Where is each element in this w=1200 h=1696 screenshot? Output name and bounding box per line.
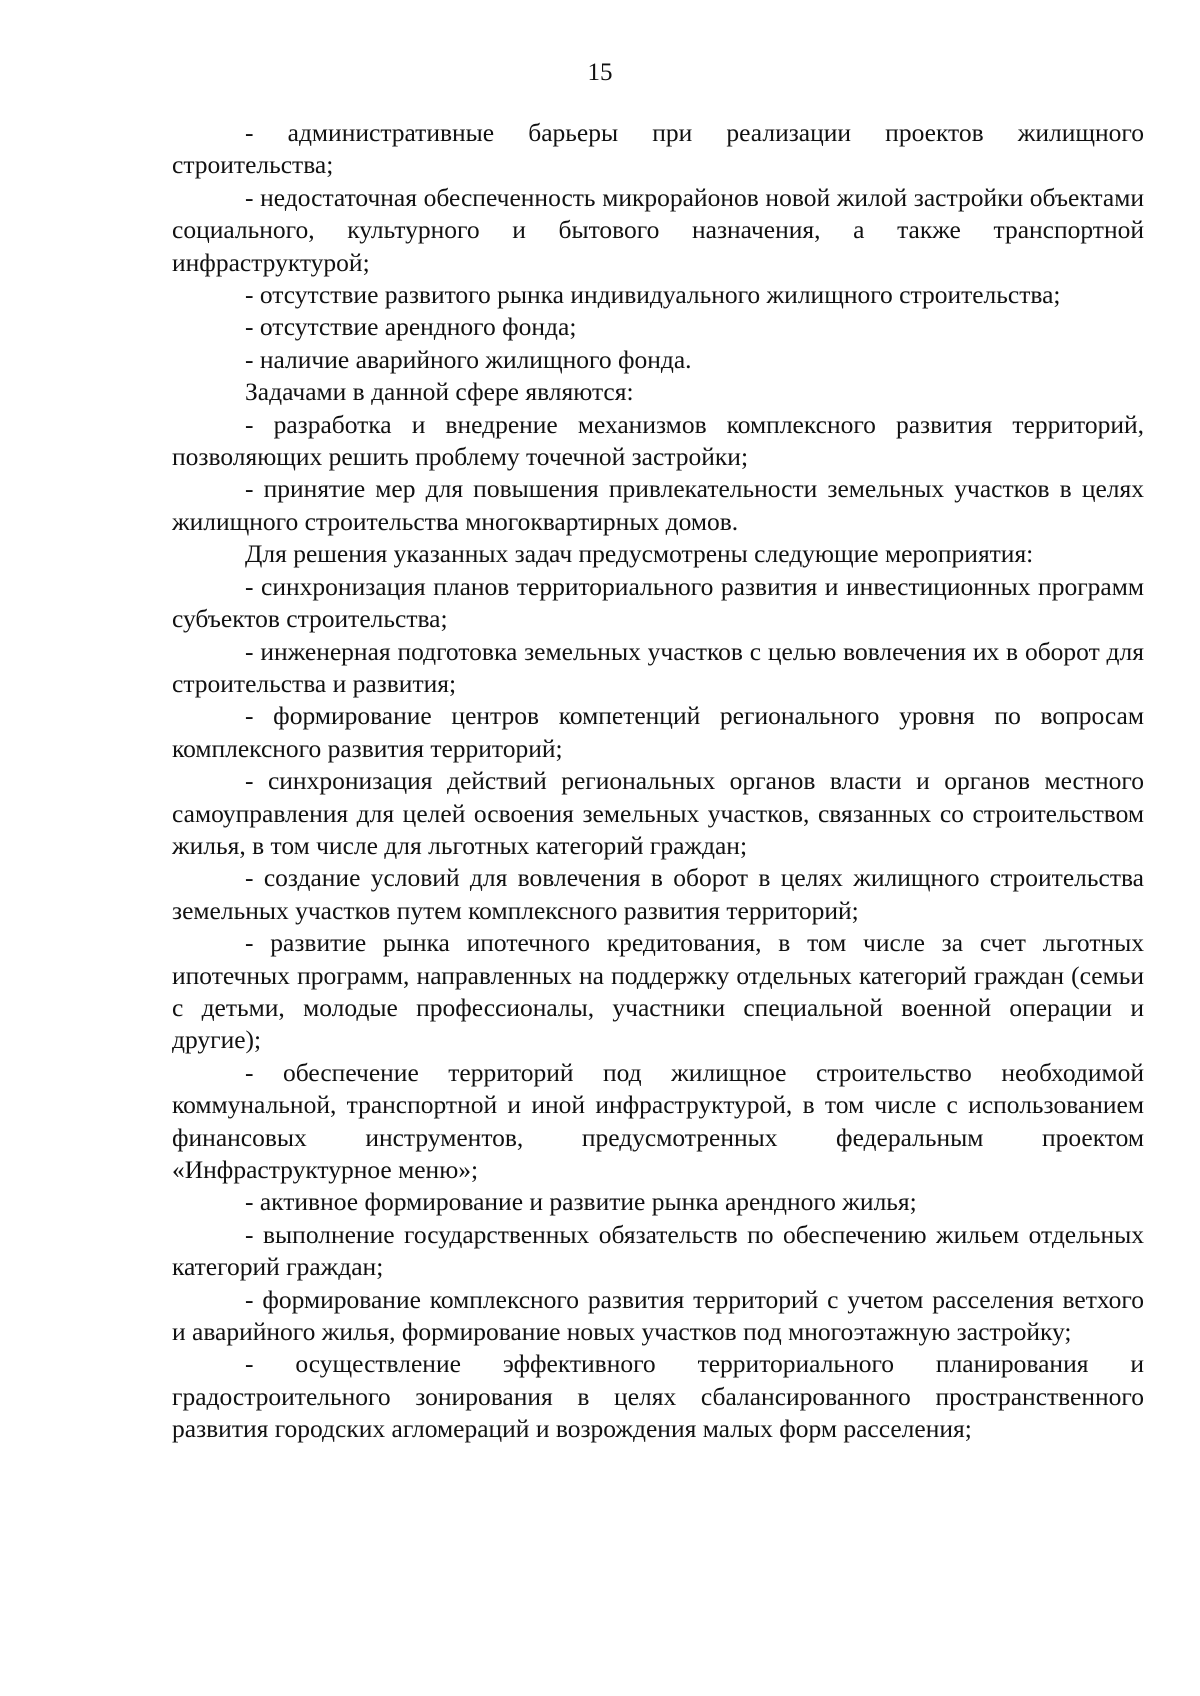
paragraph-measure-sync-plans: - синхронизация планов территориального развития и инвестиционных программ субъектов строительства; xyxy=(172,571,1144,634)
paragraph-measure-resettlement: - формирование комплексного развития территорий с учетом расселения ветхого и аварийного жилья, формирование новых участков под многоэтажную застройку; xyxy=(172,1284,1144,1347)
paragraph-measure-rental-market: - активное формирование и развитие рынка арендного жилья; xyxy=(245,1187,917,1217)
paragraph-measure-mortgage: - развитие рынка ипотечного кредитования, в том числе за счет льготных ипотечных программ, направленных на поддержку отдельных категорий граждан (семьи с детьми, молодые профессионалы, участники специальной военной операции и другие); xyxy=(172,928,1144,1055)
paragraph-administrative-barriers: - административные барьеры при реализации проектов жилищного строительства; xyxy=(172,118,1144,180)
paragraph-measure-sync-authorities: - синхронизация действий региональных органов власти и органов местного самоуправления для целей освоения земельных участков, связанных со строительством жилья, в том числе для льготных категорий граждан; xyxy=(172,766,1144,860)
paragraph-measure-competence-centers: - формирование центров компетенций регионального уровня по вопросам комплексного развития территорий; xyxy=(172,701,1144,763)
paragraph-measure-territorial-planning: - осуществление эффективного территориального планирования и градостроительного зонирования в целях сбалансированного пространственного развития городских агломераций и возрождения малых форм расселения; xyxy=(172,1349,1144,1444)
page-number: 15 xyxy=(587,59,613,86)
document-body xyxy=(172,117,1144,1446)
paragraph-measure-engineering-prep: - инженерная подготовка земельных участков с целью вовлечения их в оборот для строительства и развития; xyxy=(172,636,1144,698)
paragraph-tasks-intro: Задачами в данной сфере являются: xyxy=(245,377,634,407)
paragraph-no-individual-housing-market: - отсутствие развитого рынка индивидуального жилищного строительства; xyxy=(245,280,1061,310)
paragraph-measure-infrastructure: - обеспечение территорий под жилищное строительство необходимой коммунальной, транспортной и иной инфраструктурой, в том числе с использованием финансовых инструментов, предусмотренных федеральным проектом «Инфраструктурное меню»; xyxy=(172,1057,1144,1184)
paragraph-emergency-housing: - наличие аварийного жилищного фонда. xyxy=(245,344,692,374)
paragraph-insufficient-infrastructure: - недостаточная обеспеченность микрорайонов новой жилой застройки объектами социального, культурного и бытового назначения, а также транспортной инфраструктурой; xyxy=(172,182,1144,277)
paragraph-measure-land-circulation: - создание условий для вовлечения в оборот в целях жилищного строительства земельных участков путем комплексного развития территорий; xyxy=(172,863,1144,925)
paragraph-no-rental-fund: - отсутствие арендного фонда; xyxy=(245,312,577,342)
paragraph-measures-intro: Для решения указанных задач предусмотрены следующие мероприятия: xyxy=(245,539,1034,569)
paragraph-task-integrated-development: - разработка и внедрение механизмов комплексного развития территорий, позволяющих решить проблему точечной застройки; xyxy=(172,409,1144,472)
paragraph-task-land-attractiveness: - принятие мер для повышения привлекательности земельных участков в целях жилищного строительства многоквартирных домов. xyxy=(172,474,1144,536)
paragraph-measure-state-obligations: - выполнение государственных обязательств по обеспечению жильем отдельных категорий граждан; xyxy=(172,1219,1144,1282)
